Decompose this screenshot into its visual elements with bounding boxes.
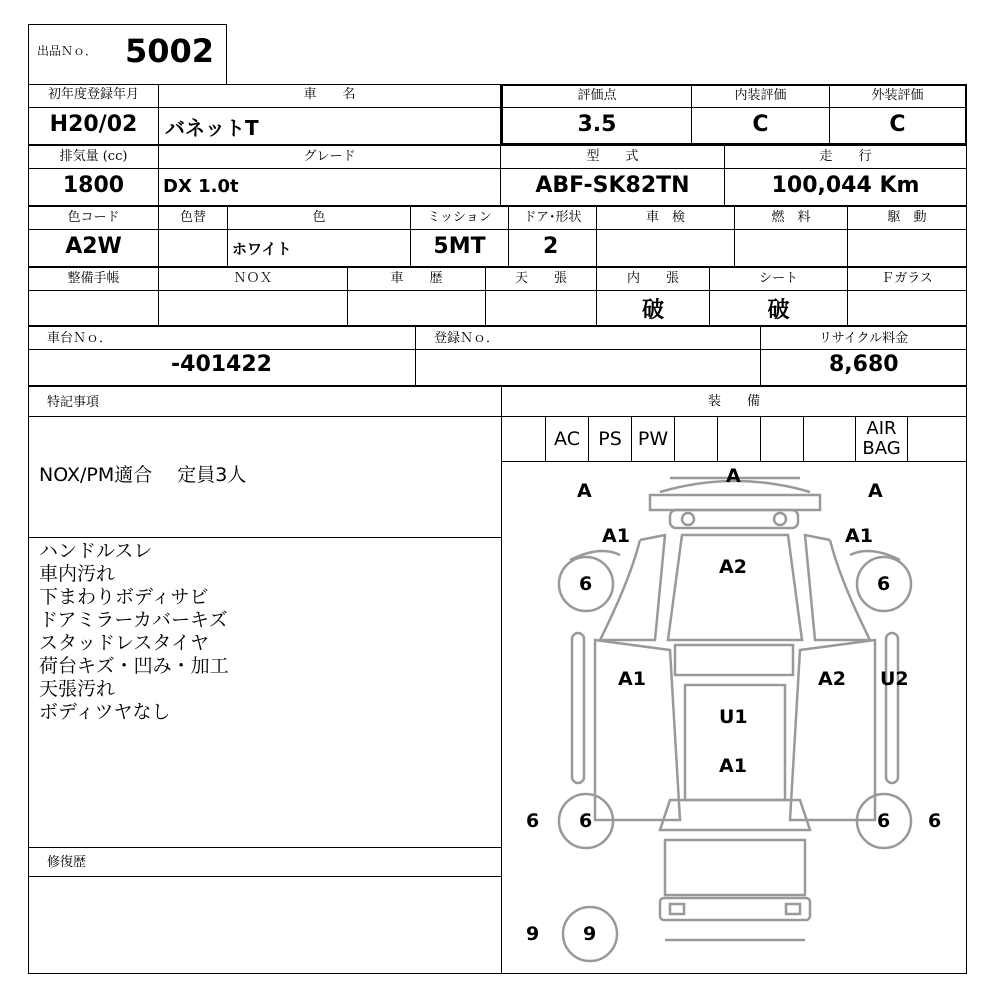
- note-item: 荷台キズ・凹み・加工: [39, 655, 229, 677]
- mark-spare-outer: 9: [526, 923, 540, 945]
- mileage-label-cell: [724, 145, 967, 169]
- note-item: 車内汚れ: [39, 563, 116, 585]
- first-reg-label-cell: [28, 84, 159, 108]
- mark-side-left: A1: [618, 668, 646, 690]
- interior-trim-value: 破: [641, 298, 664, 323]
- door-label: ドア･形状: [523, 210, 582, 225]
- exterior-value: C: [889, 112, 906, 137]
- notes-label-cell: [28, 386, 502, 417]
- equipment-pw: PW: [632, 417, 675, 461]
- note-item: 天張汚れ: [39, 678, 116, 700]
- drive-cell: [847, 229, 967, 267]
- car-name-value: バネットT: [165, 116, 259, 140]
- notes-line1: NOX/PM適合 定員3人: [39, 464, 247, 486]
- inspection-label: 車 検: [645, 210, 685, 225]
- equipment-slot: [675, 417, 718, 461]
- maintenance-label-cell: [28, 267, 159, 291]
- chassis-value: -401422: [171, 352, 272, 377]
- displacement-value: 1800: [62, 173, 125, 198]
- score-label-cell: [502, 85, 692, 108]
- inspection-label-cell: [596, 206, 735, 230]
- sunroof-label: 天 張: [514, 271, 567, 286]
- equipment-slot: [761, 417, 804, 461]
- exterior-cell: [829, 107, 966, 144]
- mission-label-cell: [410, 206, 509, 230]
- lot-number: 5002: [125, 32, 215, 70]
- mark-bed-lower: A1: [719, 755, 747, 777]
- nox-label: ＮＯＸ: [233, 271, 273, 286]
- color-label-cell: [227, 206, 411, 230]
- model-cell: [500, 168, 725, 206]
- score-value: 3.5: [577, 112, 617, 137]
- fuel-label: 燃 料: [771, 210, 811, 225]
- recycle-cell: [760, 349, 967, 386]
- equipment-airbag: AIR BAG: [856, 417, 908, 461]
- drive-label: 駆 動: [887, 210, 927, 225]
- registration-cell: [415, 349, 761, 386]
- grade-label-cell: [158, 145, 501, 169]
- recycle-label-cell: [760, 326, 967, 350]
- equipment-ps: PS: [589, 417, 632, 461]
- drive-label-cell: [847, 206, 967, 230]
- equipment-slot: [804, 417, 856, 461]
- lot-box: [28, 24, 227, 85]
- mark-side-right-outer: U2: [880, 668, 909, 690]
- color-code-value: A2W: [65, 234, 122, 259]
- nox-label-cell: [158, 267, 348, 291]
- repair-label: 修復歴: [47, 855, 87, 870]
- note-item: 下まわりボディサビ: [39, 586, 209, 608]
- mark-front: A: [726, 465, 741, 487]
- note-item: ボディツヤなし: [39, 701, 171, 723]
- mission-value: 5MT: [433, 234, 486, 259]
- fglass-label: Ｆガラス: [881, 271, 933, 286]
- repair-cell: [28, 876, 502, 974]
- note-item: ハンドルスレ: [39, 540, 153, 562]
- score-label: 評価点: [577, 88, 617, 103]
- maintenance-cell: [28, 290, 159, 326]
- mark-fender-left: A1: [602, 525, 630, 547]
- color-change-label: 色替: [179, 210, 206, 225]
- mark-side-right: A2: [818, 668, 846, 690]
- notes-label: 特記事項: [47, 395, 100, 410]
- color-code-cell: [28, 229, 159, 267]
- mark-roof: A2: [719, 556, 747, 578]
- notes-top-cell: [28, 416, 502, 538]
- registration-label: 登録Ｎｏ．: [434, 331, 500, 346]
- history-cell: [347, 290, 486, 326]
- sunroof-label-cell: [485, 267, 597, 291]
- first-reg-value: H20/02: [49, 112, 138, 137]
- note-item: スタッドレスタイヤ: [39, 632, 210, 654]
- inspection-cell: [596, 229, 735, 267]
- mark-spare: 9: [583, 923, 597, 945]
- equipment-label: 装 備: [707, 394, 760, 409]
- mileage-value: 100,044 Km: [771, 173, 920, 198]
- mileage-label: 走 行: [819, 149, 872, 164]
- seat-value: 破: [767, 298, 790, 323]
- grade-cell: [158, 168, 501, 206]
- door-label-cell: [508, 206, 597, 230]
- color-value: ホワイト: [232, 240, 292, 258]
- seat-label-cell: [709, 267, 848, 291]
- score-cell: [502, 107, 692, 144]
- notes-list-cell: [28, 537, 502, 848]
- color-code-label: 色コード: [67, 210, 120, 225]
- door-cell: [508, 229, 597, 267]
- lot-label: 出品Ｎｏ．: [37, 44, 98, 58]
- color-change-cell: [158, 229, 228, 267]
- mark-tire-fr: 6: [877, 573, 891, 595]
- mark-tire-rr-outer: 6: [928, 810, 942, 832]
- color-cell: [227, 229, 411, 267]
- sunroof-cell: [485, 290, 597, 326]
- interior-label-cell: [691, 85, 830, 108]
- model-value: ABF-SK82TN: [535, 173, 690, 198]
- grade-value: DX 1.0t: [163, 176, 239, 197]
- mark-tire-rl: 6: [579, 810, 593, 832]
- exterior-label-cell: [829, 85, 966, 108]
- equipment-slot: [908, 417, 966, 461]
- car-name-cell: [158, 107, 501, 145]
- equipment-ac: AC: [546, 417, 589, 461]
- fglass-cell: [847, 290, 967, 326]
- first-reg-label: 初年度登録年月: [47, 87, 139, 102]
- car-name-label-cell: [158, 84, 501, 108]
- chassis-label: 車台Ｎｏ．: [47, 331, 113, 346]
- model-label-cell: [500, 145, 725, 169]
- maintenance-label: 整備手帳: [67, 271, 120, 286]
- equipment-row: [501, 416, 967, 462]
- grade-label: グレード: [303, 149, 356, 164]
- interior-cell: [691, 107, 830, 144]
- nox-cell: [158, 290, 348, 326]
- equipment-label-cell: [501, 386, 967, 417]
- fuel-cell: [734, 229, 848, 267]
- interior-value: C: [752, 112, 769, 137]
- mission-label: ミッション: [427, 210, 492, 225]
- equipment-slot: [718, 417, 761, 461]
- mission-cell: [410, 229, 509, 267]
- equipment-slot: [502, 417, 546, 461]
- note-item: ドアミラーカバーキズ: [39, 609, 228, 631]
- mark-bed-upper: U1: [719, 706, 748, 728]
- door-value: 2: [543, 234, 559, 259]
- mark-tire-fl: 6: [579, 573, 593, 595]
- model-label: 型 式: [586, 149, 639, 164]
- history-label-cell: [347, 267, 486, 291]
- interior-trim-label: 内 張: [626, 271, 679, 286]
- fglass-label-cell: [847, 267, 967, 291]
- displacement-label-cell: [28, 145, 159, 169]
- recycle-label: リサイクル料金: [818, 331, 909, 346]
- car-name-label: 車 名: [303, 87, 356, 102]
- history-label: 車 歴: [390, 271, 443, 286]
- interior-trim-label-cell: [596, 267, 710, 291]
- seat-cell: [709, 290, 848, 326]
- mark-tire-rl-outer: 6: [526, 810, 540, 832]
- displacement-cell: [28, 168, 159, 206]
- fuel-label-cell: [734, 206, 848, 230]
- color-change-label-cell: [158, 206, 228, 230]
- mark-front-left: A: [577, 480, 592, 502]
- mileage-cell: [724, 168, 967, 206]
- interior-label: 内装評価: [734, 88, 787, 103]
- registration-label-cell: [415, 326, 761, 350]
- exterior-label: 外装評価: [871, 88, 924, 103]
- mark-front-right: A: [868, 480, 883, 502]
- recycle-value: 8,680: [829, 352, 899, 377]
- chassis-cell: [28, 349, 416, 386]
- color-code-label-cell: [28, 206, 159, 230]
- mark-tire-rr: 6: [877, 810, 891, 832]
- chassis-label-cell: [28, 326, 416, 350]
- seat-label: シート: [758, 271, 798, 286]
- displacement-label: 排気量 (cc): [59, 149, 128, 164]
- interior-trim-cell: [596, 290, 710, 326]
- repair-label-cell: [28, 847, 502, 877]
- first-reg-cell: [28, 107, 159, 145]
- mark-fender-right: A1: [845, 525, 873, 547]
- color-label: 色: [312, 210, 326, 225]
